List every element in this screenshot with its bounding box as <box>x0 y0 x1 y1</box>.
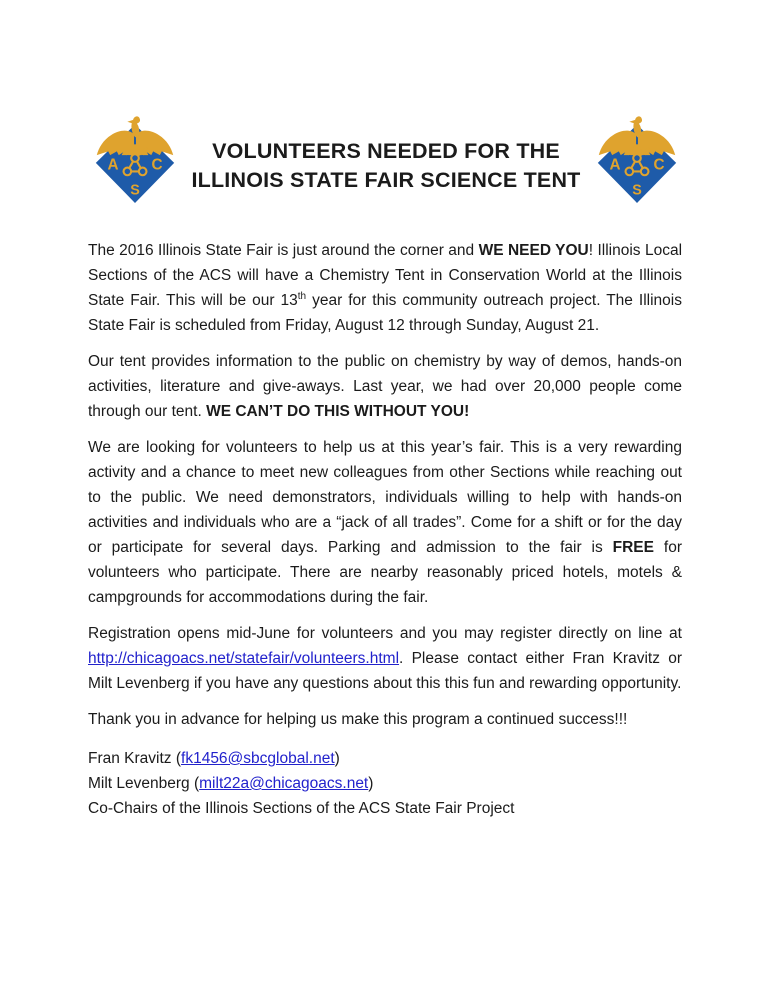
logo-letter-c: C <box>653 156 665 174</box>
logo-letter-s: S <box>130 182 140 199</box>
paragraph-registration <box>88 621 682 696</box>
logo-letter-c: C <box>151 156 163 174</box>
paragraph-tent-info <box>88 349 682 424</box>
contact-line-co-chairs <box>88 796 682 821</box>
contact-line-milt-levenberg <box>88 771 682 796</box>
contact-block <box>88 746 682 821</box>
document-title <box>178 110 594 195</box>
acs-logo-left <box>92 110 178 208</box>
logo-letter-a: A <box>107 156 119 174</box>
milt-levenberg-email-link[interactable]: milt22a@chicagoacs.net <box>199 775 369 792</box>
phoenix-eagle-icon <box>97 116 173 155</box>
text-run: We are looking for volunteers to help us at this year’s fair. This is a very rewarding activity and a chance to meet new colleagues from other Sections while reaching out to the public. We need demonstrators, individuals willing to help with hands-on activities and individuals who are a “jack of all trades”. Come for a shift or for the day or participate for several days. Parking and admission to the fair is <box>88 439 682 556</box>
text-run: Milt Levenberg ( <box>88 775 200 792</box>
text-run: The 2016 Illinois State Fair is just around the corner and <box>88 242 479 259</box>
document-body <box>0 208 772 821</box>
text-run: ) <box>334 750 340 767</box>
fran-kravitz-email-link[interactable]: fk1456@sbcglobal.net <box>181 750 335 767</box>
text-run: Fran Kravitz ( <box>88 750 182 767</box>
logo-letter-a: A <box>609 156 621 174</box>
paragraph-intro <box>88 238 682 338</box>
text-run: Co-Chairs of the Illinois Sections of the ACS State Fair Project <box>88 800 515 817</box>
text-run: ) <box>368 775 374 792</box>
title-line-1: VOLUNTEERS NEEDED FOR THE <box>212 139 560 163</box>
text-run: . Please contact either Fran Kravitz or Milt Levenberg if you have any questions about this this fun and rewarding opportunity. <box>88 650 682 692</box>
superscript-text: th <box>297 290 307 302</box>
text-run: WE CAN’T DO THIS WITHOUT YOU! <box>206 403 470 420</box>
contact-line-fran-kravitz <box>88 746 682 771</box>
text-run: Registration opens mid-June for volunteers and you may register directly on line at <box>88 625 682 642</box>
text-run: Thank you in advance for helping us make this program a continued success!!! <box>88 711 628 728</box>
logo-letter-s: S <box>632 182 642 199</box>
acs-logo-icon <box>92 110 178 208</box>
acs-logo-right <box>594 110 680 208</box>
text-run: ! Illinois Local Sections of the ACS will have a Chemistry Tent in Conservation World at the Illinois State Fair. This will be our 13 <box>88 242 683 309</box>
title-line-2: ILLINOIS STATE FAIR SCIENCE TENT <box>191 168 581 192</box>
text-run: WE NEED YOU <box>478 242 589 259</box>
volunteer-registration-link[interactable]: http://chicagoacs.net/statefair/volunteers.html <box>88 650 400 667</box>
text-run: for volunteers who participate. There are nearby reasonably priced hotels, motels & campgrounds for accommodations during the fair. <box>88 539 682 606</box>
document-header <box>0 0 772 208</box>
text-run: year for this community outreach project. The Illinois State Fair is scheduled from Friday, August 12 through Sunday, August 21. <box>88 292 682 334</box>
text-run: FREE <box>612 539 654 556</box>
text-run: Our tent provides information to the public on chemistry by way of demos, hands-on activities, literature and give-aways. Last year, we had over 20,000 people come through our tent. <box>88 353 682 420</box>
paragraph-thank-you <box>88 707 682 732</box>
acs-logo-icon <box>594 110 680 208</box>
phoenix-eagle-icon <box>599 116 675 155</box>
paragraph-volunteer-details <box>88 435 682 610</box>
